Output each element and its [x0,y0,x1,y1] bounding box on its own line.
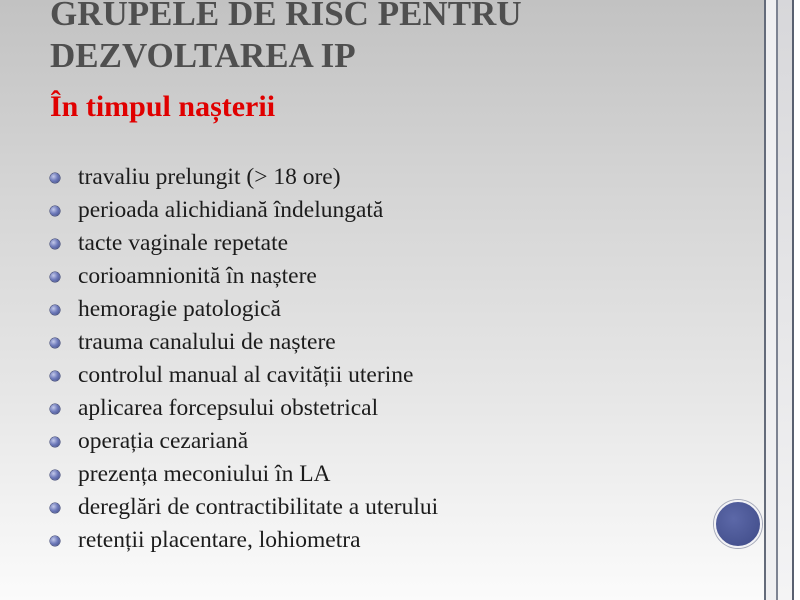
slide-title-line-2: DEZVOLTAREA IP [50,36,356,75]
bullet-icon [50,371,60,381]
slide-subtitle: În timpul nașterii [50,90,276,123]
edge-band [794,0,800,600]
bullet-icon [50,338,60,348]
bullet-icon [50,503,60,513]
list-item [50,524,438,557]
bullet-icon [50,305,60,315]
decorative-circle-icon [714,500,762,548]
list-item-text: controlul manual al cavității uterine [78,362,414,388]
slide-title [50,0,522,77]
list-item [50,227,438,260]
list-item [50,194,438,227]
edge-band [766,0,776,600]
list-item-text: tacte vaginale repetate [78,230,289,256]
list-item [50,326,438,359]
bullet-icon [50,239,60,249]
list-item [50,425,438,458]
bullet-icon [50,437,60,447]
list-item-text: retenții placentare, lohiometra [78,527,361,553]
list-item-text: trauma canalului de naștere [78,329,336,355]
list-item [50,260,438,293]
list-item-text: prezența meconiului în LA [78,461,331,487]
list-item-text: dereglări de contractibilitate a uterului [78,494,439,520]
slide-title-line-1: GRUPELE DE RISC PENTRU [50,0,522,33]
list-item-text: perioada alichidiană îndelungată [78,197,384,223]
list-item-text: corioamnionită în naștere [78,263,317,289]
risk-factor-list [50,161,438,557]
bullet-icon [50,404,60,414]
bullet-icon [50,272,60,282]
list-item [50,491,438,524]
list-item [50,359,438,392]
list-item [50,392,438,425]
bullet-icon [50,536,60,546]
list-item [50,161,438,194]
list-item-text: operația cezariană [78,428,249,454]
list-item-text: travaliu prelungit (> 18 ore) [78,164,341,190]
bullet-icon [50,206,60,216]
edge-band [778,0,792,600]
list-item [50,458,438,491]
bullet-icon [50,173,60,183]
list-item-text: aplicarea forcepsului obstetrical [78,395,379,421]
list-item-text: hemoragie patologică [78,296,281,322]
bullet-icon [50,470,60,480]
list-item [50,293,438,326]
